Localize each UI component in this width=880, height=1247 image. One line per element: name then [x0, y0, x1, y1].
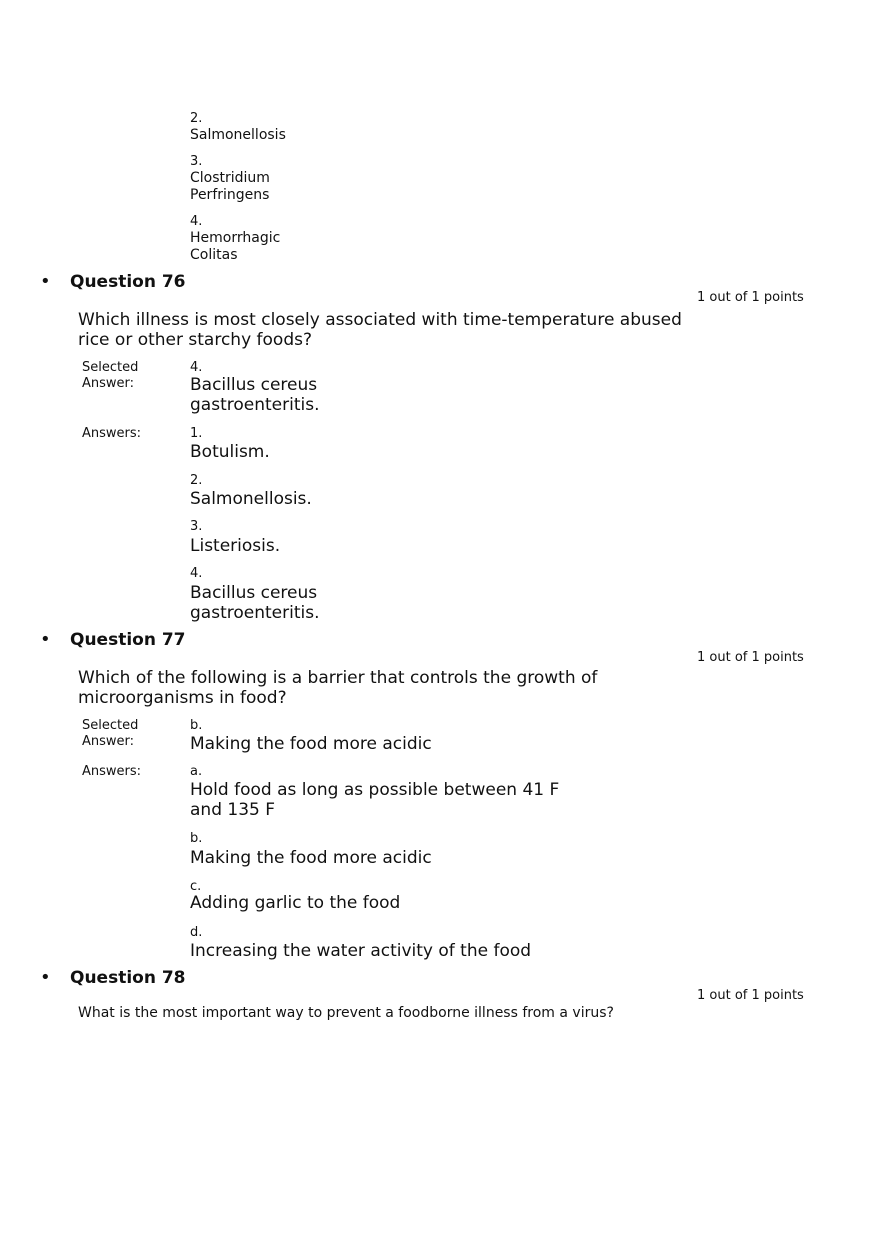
selected-answer-text: Bacillus cereus gastroenteritis.	[190, 375, 320, 415]
answer-text: Botulism.	[190, 442, 270, 462]
answer-number: 1.	[190, 426, 203, 441]
option-text: Hemorrhagic Colitas	[190, 230, 281, 263]
answers-label: Answers:	[82, 426, 142, 441]
selected-answer-text: Making the food more acidic	[190, 734, 432, 754]
answer-text: Hold food as long as possible between 41 F and 135 F	[190, 780, 560, 820]
answer-text: Making the food more acidic	[190, 848, 432, 868]
selected-answer-label: Selected Answer:	[82, 718, 139, 749]
question-title: Question 76	[70, 272, 186, 292]
option-number: 2.	[190, 111, 203, 126]
question-points: 1 out of 1 points	[697, 988, 804, 1003]
bullet-icon: •	[40, 967, 51, 988]
answer-number: 2.	[190, 473, 203, 488]
answer-text: Listeriosis.	[190, 536, 281, 556]
selected-answer-number: 4.	[190, 360, 203, 375]
answer-text: Increasing the water activity of the food	[190, 941, 532, 961]
option-number: 4.	[190, 214, 203, 229]
question-text: Which of the following is a barrier that controls the growth of microorganisms in food?	[78, 668, 598, 708]
bullet-icon: •	[40, 629, 51, 650]
question-title: Question 78	[70, 968, 186, 988]
answer-text: Bacillus cereus gastroenteritis.	[190, 583, 320, 623]
question-text: What is the most important way to prevent a foodborne illness from a virus?	[78, 1005, 614, 1021]
question-points: 1 out of 1 points	[697, 290, 804, 305]
answer-number: d.	[190, 925, 203, 940]
bullet-icon: •	[40, 271, 51, 292]
answer-number: c.	[190, 879, 202, 894]
answer-number: 4.	[190, 566, 203, 581]
question-title: Question 77	[70, 630, 186, 650]
question-points: 1 out of 1 points	[697, 650, 804, 665]
answer-number: a.	[190, 764, 203, 779]
option-number: 3.	[190, 154, 203, 169]
selected-answer-label: Selected Answer:	[82, 360, 139, 391]
option-text: Salmonellosis	[190, 127, 286, 143]
question-text: Which illness is most closely associated with time-temperature abused rice or other starchy foods?	[78, 310, 682, 350]
answers-label: Answers:	[82, 764, 142, 779]
answer-number: b.	[190, 831, 203, 846]
answer-text: Salmonellosis.	[190, 489, 312, 509]
option-text: Clostridium Perfringens	[190, 170, 270, 203]
answer-text: Adding garlic to the food	[190, 893, 401, 913]
selected-answer-number: b.	[190, 718, 203, 733]
answer-number: 3.	[190, 519, 203, 534]
